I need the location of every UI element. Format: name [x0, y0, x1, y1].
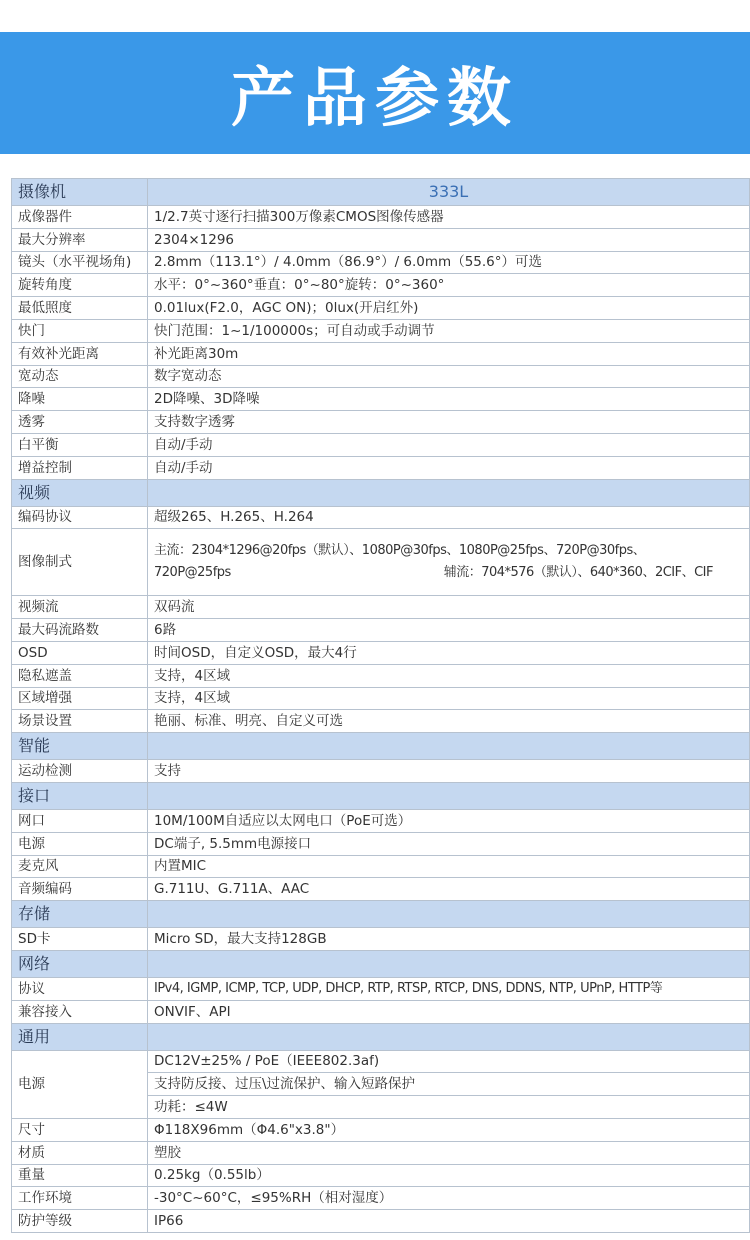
spec-value: 0.25kg（0.55lb） — [148, 1164, 750, 1187]
spec-value: 2D降噪、3D降噪 — [148, 388, 750, 411]
spec-value: 支持防反接、过压\过流保护、输入短路保护 — [148, 1073, 750, 1096]
section-title: 通用 — [12, 1023, 148, 1050]
section-header — [12, 179, 750, 206]
spec-key: 最低照度 — [12, 297, 148, 320]
spec-row — [12, 1210, 750, 1233]
spec-value: 1/2.7英寸逐行扫描300万像素CMOS图像传感器 — [148, 206, 750, 229]
spec-row — [12, 760, 750, 783]
spec-row — [12, 977, 750, 1000]
spec-value: IP66 — [148, 1210, 750, 1233]
spec-value: 支持，4区域 — [148, 664, 750, 687]
spec-key: 快门 — [12, 319, 148, 342]
spec-key: 工作环境 — [12, 1187, 148, 1210]
spec-row — [12, 832, 750, 855]
spec-row — [12, 342, 750, 365]
spec-row — [12, 878, 750, 901]
spec-value: 快门范围：1~1/100000s；可自动或手动调节 — [148, 319, 750, 342]
spec-key: 网口 — [12, 809, 148, 832]
spec-key: 协议 — [12, 977, 148, 1000]
spec-row — [12, 206, 750, 229]
spec-key: 材质 — [12, 1141, 148, 1164]
spec-row — [12, 456, 750, 479]
spec-key: 镜头（水平视场角) — [12, 251, 148, 274]
spec-row — [12, 1164, 750, 1187]
spec-value: 2.8mm（113.1°）/ 4.0mm（86.9°）/ 6.0mm（55.6°）可选 — [148, 251, 750, 274]
spec-row — [12, 297, 750, 320]
spec-row — [12, 641, 750, 664]
spec-key: 麦克风 — [12, 855, 148, 878]
spec-key: 运动检测 — [12, 760, 148, 783]
spec-key: 宽动态 — [12, 365, 148, 388]
spec-row — [12, 809, 750, 832]
header-banner — [0, 32, 750, 154]
spec-key: OSD — [12, 641, 148, 664]
spec-value: DC端子, 5.5mm电源接口 — [148, 832, 750, 855]
spec-value: Micro SD，最大支持128GB — [148, 928, 750, 951]
section-header — [12, 901, 750, 928]
spec-value: 双码流 — [148, 596, 750, 619]
spec-key: 最大码流路数 — [12, 619, 148, 642]
spec-value: 内置MIC — [148, 855, 750, 878]
section-value — [148, 901, 750, 928]
image-format-main: 主流：2304*1296@20fps（默认）、1080P@30fps、1080P@25fps、720P@30fps、 — [154, 543, 646, 559]
spec-key: 白平衡 — [12, 433, 148, 456]
spec-row — [12, 710, 750, 733]
spec-row — [12, 506, 750, 529]
spec-value: 数字宽动态 — [148, 365, 750, 388]
section-header — [12, 782, 750, 809]
section-title: 视频 — [12, 479, 148, 506]
spec-key: 有效补光距离 — [12, 342, 148, 365]
section-value — [148, 950, 750, 977]
spec-value: 2304×1296 — [148, 228, 750, 251]
page-title: 产品参数 — [231, 62, 519, 136]
spec-row — [12, 228, 750, 251]
spec-row-power — [12, 1050, 750, 1073]
spec-value: 支持 — [148, 760, 750, 783]
spec-key: 成像器件 — [12, 206, 148, 229]
spec-key: 重量 — [12, 1164, 148, 1187]
spec-row — [12, 928, 750, 951]
spec-key: 电源 — [12, 832, 148, 855]
spec-value: G.711U、G.711A、AAC — [148, 878, 750, 901]
spec-value: 补光距离30m — [148, 342, 750, 365]
spec-value: 10M/100M自适应以太网电口（PoE可选） — [148, 809, 750, 832]
spec-row — [12, 365, 750, 388]
spec-value: 自动/手动 — [148, 456, 750, 479]
spec-row — [12, 1118, 750, 1141]
spec-table — [11, 178, 750, 1233]
section-header — [12, 950, 750, 977]
spec-key: 区域增强 — [12, 687, 148, 710]
section-value — [148, 733, 750, 760]
spec-row — [12, 388, 750, 411]
spec-key: 隐私遮盖 — [12, 664, 148, 687]
spec-row — [12, 1187, 750, 1210]
spec-value: 支持数字透雾 — [148, 411, 750, 434]
section-value — [148, 782, 750, 809]
spec-key: 编码协议 — [12, 506, 148, 529]
spec-value: 功耗：≤4W — [148, 1096, 750, 1119]
spec-row — [12, 319, 750, 342]
spec-row — [12, 251, 750, 274]
spec-key: 场景设置 — [12, 710, 148, 733]
spec-value: Φ118X96mm（Φ4.6"x3.8"） — [148, 1118, 750, 1141]
spec-value: 超级265、H.265、H.264 — [148, 506, 750, 529]
spec-row — [12, 274, 750, 297]
spec-row — [12, 433, 750, 456]
spec-row — [12, 855, 750, 878]
spec-key: 图像制式 — [12, 529, 148, 596]
spec-value: 时间OSD，自定义OSD，最大4行 — [148, 641, 750, 664]
spec-key: 音频编码 — [12, 878, 148, 901]
spec-row — [12, 664, 750, 687]
section-value: 333L — [148, 179, 750, 206]
section-title: 摄像机 — [12, 179, 148, 206]
spec-value: -30°C~60°C，≤95%RH（相对湿度） — [148, 1187, 750, 1210]
spec-row — [12, 596, 750, 619]
spec-key: 视频流 — [12, 596, 148, 619]
spec-key: 旋转角度 — [12, 274, 148, 297]
spec-key: 兼容接入 — [12, 1000, 148, 1023]
spec-value: 塑胶 — [148, 1141, 750, 1164]
spec-value: 自动/手动 — [148, 433, 750, 456]
spec-row — [12, 1141, 750, 1164]
spec-value: 支持，4区域 — [148, 687, 750, 710]
spec-value: IPv4, IGMP, ICMP, TCP, UDP, DHCP, RTP, RTSP, RTCP, DNS, DDNS, NTP, UPnP, HTTP等 — [148, 977, 750, 1000]
spec-value — [148, 529, 750, 596]
section-title: 存储 — [12, 901, 148, 928]
spec-key: 最大分辨率 — [12, 228, 148, 251]
section-title: 网络 — [12, 950, 148, 977]
spec-row — [12, 619, 750, 642]
spec-key: 电源 — [12, 1050, 148, 1118]
section-header — [12, 479, 750, 506]
image-format-sub: 辅流：704*576（默认）、640*360、2CIF、CIF — [443, 565, 713, 581]
spec-value: 水平：0°~360°垂直：0°~80°旋转：0°~360° — [148, 274, 750, 297]
image-format-main-cont: 720P@25fps — [154, 565, 231, 581]
spec-row-image-format — [12, 529, 750, 596]
section-title: 接口 — [12, 782, 148, 809]
spec-row — [12, 687, 750, 710]
spec-key: SD卡 — [12, 928, 148, 951]
spec-row — [12, 1000, 750, 1023]
spec-value: DC12V±25% / PoE（IEEE802.3af) — [148, 1050, 750, 1073]
spec-row — [12, 411, 750, 434]
spec-key: 增益控制 — [12, 456, 148, 479]
spec-value: 6路 — [148, 619, 750, 642]
image-format-sub-line — [154, 562, 743, 584]
section-header — [12, 1023, 750, 1050]
spec-key: 降噪 — [12, 388, 148, 411]
section-value — [148, 479, 750, 506]
spec-key: 尺寸 — [12, 1118, 148, 1141]
section-title: 智能 — [12, 733, 148, 760]
spec-value: 0.01lux(F2.0，AGC ON)；0lux(开启红外) — [148, 297, 750, 320]
spec-key: 防护等级 — [12, 1210, 148, 1233]
spec-key: 透雾 — [12, 411, 148, 434]
spec-value: 艳丽、标准、明亮、自定义可选 — [148, 710, 750, 733]
section-value — [148, 1023, 750, 1050]
section-header — [12, 733, 750, 760]
spec-value: ONVIF、API — [148, 1000, 750, 1023]
